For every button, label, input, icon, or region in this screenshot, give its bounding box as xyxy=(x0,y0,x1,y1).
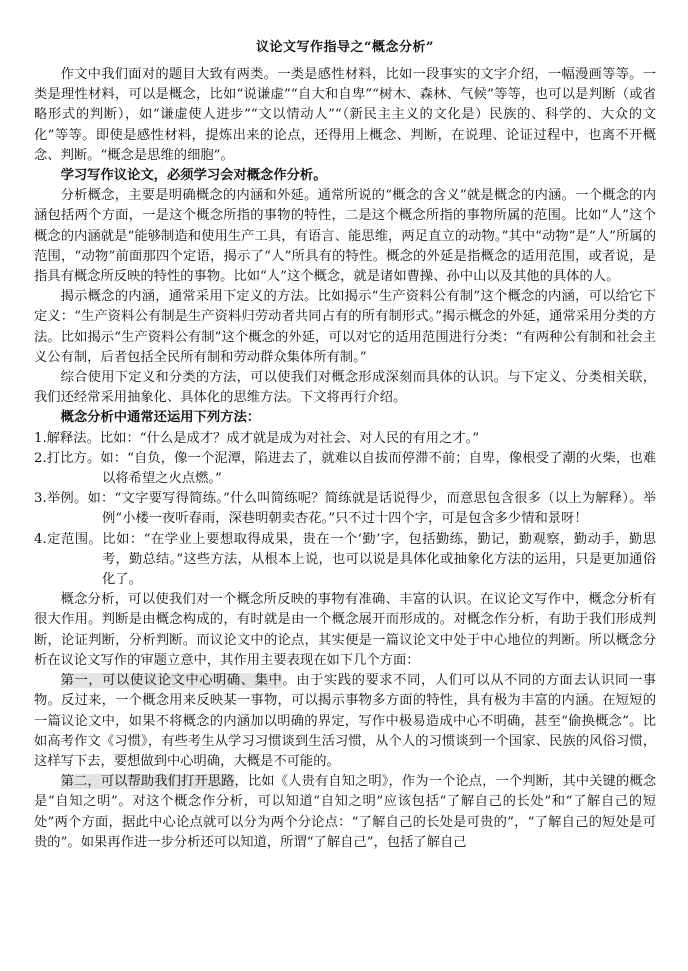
document-title: 议论文写作指导之“概念分析” xyxy=(256,40,434,55)
section-heading-concept-analysis: 学习写作议论文，必须学习会对概念作分析。 xyxy=(60,168,327,184)
highlighted-point-two: 第二，可以帮助我们打开思路 xyxy=(60,774,235,790)
highlighted-point-one: 第一，可以使议论文中心明确、集中 xyxy=(60,673,283,689)
paragraph-point-two xyxy=(34,772,656,853)
method-item-scope: 4.定范围。比如：“在学业上要想取得成果，贵在一个‘勤’字，包括勤练，勤记，勤观察，勤动手，勤思考，勤总结。”这些方法，从根本上说，也可以说是具体化或抽象化方法的运用，只是更加通俗化了。 xyxy=(34,531,656,588)
method-item-explanation: 1.解释法。比如：“什么是成才？成才就是成为对社会、对人民的有用之才。” xyxy=(34,430,480,446)
paragraph-point-one xyxy=(34,671,656,772)
section-heading-methods: 概念分析中通常还运用下列方法： xyxy=(60,410,261,426)
method-item-example: 3.举例。如：“文字要写得简练。”什么叫简练呢？简练就是话说得少，而意思包含很多（以上为解释）。举例“小楼一夜听春雨，深巷明朝卖杏花。”只不过十四个字，可是包含多少情和景呀！ xyxy=(34,491,656,527)
paragraph-combined-methods: 综合使用下定义和分类的方法，可以使我们对概念形成深刻而具体的认识。与下定义、分类相关联，我们还经常采用抽象化、具体化的思维方法。下文将再行介绍。 xyxy=(34,370,656,406)
point-one-text: 。由于实践的要求不同，人们可以从不同的方面去认识同一事物。反过来，一个概念用来反映某一事物，可以揭示事物多方面的特性，具有极为丰富的内涵。在短短的一篇议论文中，如果不将概念的内涵加以明确的界定，写作中极易造成中心不明确，甚至“偷换概念”。比如高考作文《习惯》，有些考生从学习习惯谈到生活习惯，从个人的习惯谈到一个国家、民族的风俗习惯，这样写下去，要想做到中心明确，大概是不可能的。 xyxy=(34,673,657,769)
document-page xyxy=(34,36,656,853)
paragraph-definition-method: 揭示概念的内涵，通常采用下定义的方法。比如揭示“生产资料公有制”这个概念的内涵，可以给它下定义：“生产资料公有制是生产资料归劳动者共同占有的所有制形式。”揭示概念的外延，通常采用分类的方法。比如揭示“生产资料公有制”这个概念的外延，可以对它的适用范围进行分类：“有两种公有制和社会主义公有制，后者包括全民所有制和劳动群众集体所有制。” xyxy=(34,289,656,365)
paragraph-intension-extension: 分析概念，主要是明确概念的内涵和外延。通常所说的“概念的含义”就是概念的内涵。一个概念的内涵包括两个方面，一是这个概念所指的事物的特性，二是这个概念所指的事物所属的范围。比如“人”这个概念的内涵就是“能够制造和使用生产工具，有语言、能思维，两足直立的动物。”其中“动物”是“人”所属的范围，“动物”前面那四个定语，揭示了“人”所具有的特性。概念的外延是指概念的适用范围，或者说，是指具有概念所反映的特性的事物。比如“人”这个概念，就是诸如曹操、孙中山以及其他的具体的人。 xyxy=(34,188,656,285)
point-two-text: ，比如《人贵有自知之明》，作为一个论点，一个判断，其中关键的概念是“自知之明”。对这个概念作分析，可以知道“自知之明”应该包括“了解自己的长处”和“了解自己的短处”两个方面，据此中心论点就可以分为两个分论点：“了解自己的长处是可贵的”，“了解自己的短处是可贵的”。如果再作进一步分析还可以知道，所谓“了解自己”，包括了解自己 xyxy=(34,774,656,850)
paragraph-intro: 作文中我们面对的题目大致有两类。一类是感性材料，比如一段事实的文字介绍，一幅漫画等等。一类是理性材料，可以是概念，比如“说谦虚”“自大和自卑”“树木、森林、气候”等等，也可以是判断（或省略形式的判断），如“谦虚使人进步”“文以情动人”“（新民主主义的文化是）民族的、科学的、大众的文化”等等。即使是感性材料，提炼出来的论点，还得用上概念、判断，在说理、论证过程中，也离不开概念、判断。“概念是思维的细胞”。 xyxy=(34,67,656,163)
paragraph-role-of-analysis: 概念分析，可以使我们对一个概念所反映的事物有准确、丰富的认识。在议论文写作中，概念分析有很大作用。判断是由概念构成的，有时就是由一个概念展开而形成的。对概念作分析，有助于我们形成判断，论证判断，分析判断。而议论文中的论点，其实便是一篇议论文中处于中心地位的判断。所以概念分析在议论文写作的审题立意中，其作用主要表现在如下几个方面： xyxy=(34,592,656,668)
method-item-analogy: 2.打比方。如：“自负，像一个泥潭，陷进去了，就难以自拔而停滞不前；自卑，像根受了潮的火柴，也难以将希望之火点燃。” xyxy=(34,450,656,487)
